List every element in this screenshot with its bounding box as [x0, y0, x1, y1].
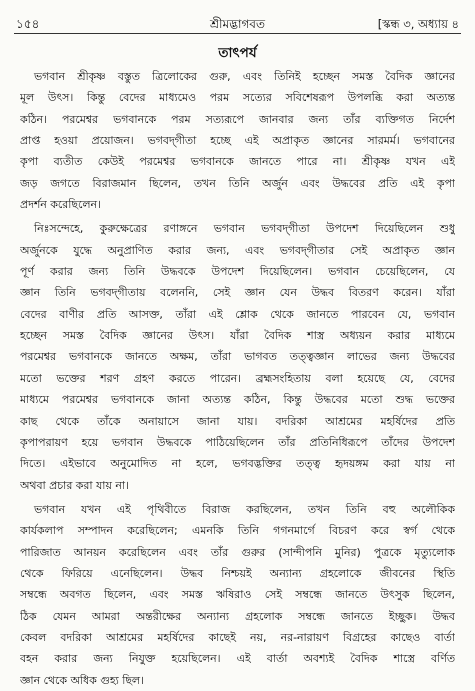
- paragraph-3-line: জ্ঞান থেকে অধিক গুহ্য ছিল।: [20, 673, 144, 687]
- paragraph-3-line: ঠিক যেমন আমরা অন্তরীক্ষের অন্যান্য গ্রহলোক সম্বন্ধে জানতে ইচ্ছুক। উদ্ধব: [20, 609, 455, 623]
- paragraph-2-line: পরমেশ্বর ভগবানকে জানতে অক্ষম, তাঁরা ভাগবত তত্ত্বজ্ঞান লাভের জন্য উদ্ধবের: [20, 350, 455, 364]
- paragraph-3-line: থেকে ফিরিয়ে এনেছিলেন। উদ্ধব নিশ্চয়ই অন্যান্য গ্রহলোকে জীবনের স্থিতি: [20, 566, 455, 580]
- paragraph-2-line: মাধ্যমে পরমেশ্বর ভগবানকে জানা অত্যন্ত কঠিন, কিন্তু উদ্ধবের মতো শুদ্ধ ভক্তের: [20, 393, 455, 407]
- paragraph-1-line: ভগবান শ্রীকৃষ্ণ বস্তুত ত্রিলোকের গুরু, এবং তিনিই হচ্ছেন সমস্ত বৈদিক জ্ঞানের: [34, 70, 455, 83]
- paragraph-3-line: সম্বন্ধে অবগত ছিলেন, এবং সমস্ত ঋষিরাও সেই সম্বন্ধে জানতে উৎসুক ছিলেন,: [20, 588, 455, 602]
- paragraph-1-line: প্রদর্শন করেছিলেন।: [20, 198, 101, 212]
- paragraph-2-line: পূর্ণ করার জন্য তিনি উদ্ধবকে উপদেশ দিয়েছিলেন। ভগবান চেয়েছিলেন, যে: [20, 265, 455, 279]
- book-title: শ্রীমদ্ভাগবত: [209, 17, 265, 31]
- paragraph-3-line: কার্যকলাপ সম্পাদন করেছিলেন; এমনকি তিনি গগনমার্গে বিচরণ করে স্বর্গ থেকে: [20, 524, 455, 538]
- paragraph-2-line: অথবা প্রচার করা যায় না।: [20, 478, 129, 492]
- page-number: ১৫৪: [16, 17, 40, 31]
- chapter-reference: [স্কন্ধ ৩, অধ্যায় ৪: [377, 17, 459, 31]
- paragraph-1-line: জড় জগতে বিরাজমান ছিলেন, তখন তিনি অর্জুন এবং উদ্ধবের প্রতি এই কৃপা: [20, 176, 455, 190]
- page-header: [16, 12, 459, 34]
- paragraph-2-line: জ্ঞান তিনি ভগবদ্‌গীতায় বলেননি, সেই জ্ঞান যেন উদ্ধব বিতরণ করেন। যাঁরা: [20, 286, 455, 300]
- paragraph-2-line: বেদের বাণীর প্রতি আসক্ত, তাঁরা এই শ্লোক থেকে জানতে পারবেন যে, ভগবান: [20, 307, 455, 321]
- paragraph-2-line: দিতে। এইভাবে অনুমোদিত না হলে, ভগবদ্ভক্তির তত্ত্ব হৃদয়ঙ্গম করা যায় না: [20, 457, 455, 471]
- paragraph-1-line: কৃপা ব্যতীত কেউই পরমেশ্বর ভগবানকে জানতে পারে না। শ্রীকৃষ্ণ যখন এই: [20, 155, 455, 169]
- paragraph-2-line: কৃপাপরায়ণ হয়ে ভগবান উদ্ধবকে পাঠিয়েছিলেন তাঁর প্রতিনিধিরূপে তাঁদের উপদেশ: [20, 435, 455, 449]
- paragraph-2-line: নিঃসন্দেহে, কুরুক্ষেত্রের রণাঙ্গনে ভগবান ভগবদ্‌গীতা উপদেশ দিয়েছিলেন শুধু: [34, 222, 455, 236]
- paragraph-1-line: কঠিন। পরমেশ্বর ভগবানকে পরম সত্যরূপে জানবার জন্য তাঁর ব্যক্তিগত নির্দেশ: [20, 112, 455, 126]
- header-divider: [14, 33, 461, 34]
- paragraph-1-line: মূল উৎস। কিন্তু বেদের মাধ্যমেও পরম সত্যের সবিশেষরূপ উপলব্ধি করা অত্যন্ত: [20, 91, 455, 105]
- section-title: তাৎপর্য: [218, 45, 257, 61]
- paragraph-3-line: ভগবান যখন এই পৃথিবীতে বিরাজ করছিলেন, তখন তিনি বহু অলৌকিক: [34, 502, 455, 516]
- paragraph-2-line: কাছ থেকে তাঁকে অনায়াসে জানা যায়। বদরিকা আশ্রমের মহর্ষিদের প্রতি: [20, 414, 455, 428]
- paragraph-3-line: পারিজাত আনয়ন করেছিলেন এবং তাঁর গুরুর (সান্দীপনি মুনির) পুত্রকে মৃত্যুলোক: [20, 545, 455, 559]
- paragraph-1-line: প্রাপ্ত হওয়া প্রয়োজন। ভগবদ্‌গীতা হচ্ছে এই অপ্রাকৃত জ্ঞানের সারমর্ম। ভগবানের: [20, 134, 455, 148]
- paragraph-2-line: অর্জুনকে যুদ্ধে অনুপ্রাণিত করার জন্য, এবং ভগবদ্‌গীতার সেই অপ্রাকৃত জ্ঞান: [20, 243, 455, 257]
- paragraph-3-line: বহন করার জন্য নিযুক্ত হয়েছিলেন। এই বার্তা অবশ্যই বৈদিক শাস্ত্রে বর্ণিত: [20, 652, 455, 666]
- purport-body: [20, 66, 455, 691]
- paragraph-2-line: মতো ভক্তের শরণ গ্রহণ করতে পারেন। ব্রহ্মসংহিতায় বলা হয়েছে যে, বেদের: [20, 371, 455, 385]
- paragraph-3-line: কেবল বদরিকা আশ্রমের মহর্ষিদের কাছেই নয়, নর-নারায়ণ বিগ্রহের কাছেও বার্তা: [20, 630, 455, 644]
- paragraph-2-line: হচ্ছেন সমস্ত বৈদিক জ্ঞানের উৎস। যাঁরা বৈদিক শাস্ত্র অধ্যয়ন করার মাধ্যমে: [20, 329, 455, 343]
